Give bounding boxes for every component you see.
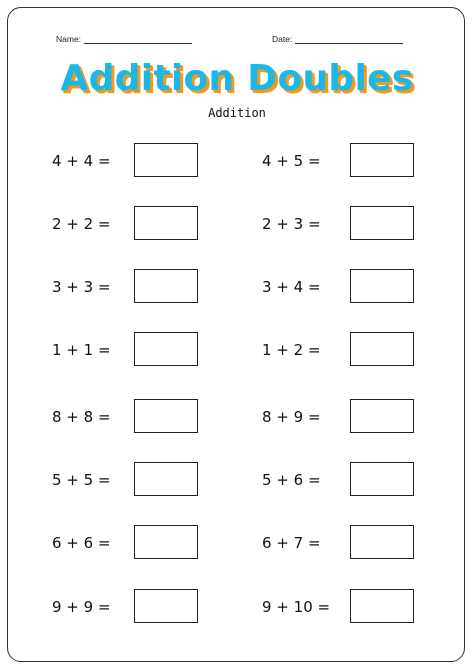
answer-box[interactable] <box>350 143 414 177</box>
date-field <box>272 30 403 44</box>
equation: 5 + 6 = <box>262 471 321 489</box>
problem-left-7 <box>52 525 202 561</box>
equation: 9 + 10 = <box>262 598 331 616</box>
answer-box[interactable] <box>134 525 198 559</box>
equation: 5 + 5 = <box>52 471 111 489</box>
problem-right-6 <box>262 462 422 498</box>
equation: 8 + 8 = <box>52 408 111 426</box>
equation: 6 + 6 = <box>52 534 111 552</box>
problem-right-4 <box>262 332 422 368</box>
problem-left-3 <box>52 269 202 305</box>
problem-right-1 <box>262 143 422 179</box>
answer-box[interactable] <box>134 462 198 496</box>
equation: 4 + 4 = <box>52 152 111 170</box>
answer-box[interactable] <box>350 525 414 559</box>
equation: 4 + 5 = <box>262 152 321 170</box>
problem-left-4 <box>52 332 202 368</box>
answer-box[interactable] <box>134 589 198 623</box>
worksheet-title: Addition Doubles <box>60 58 414 99</box>
name-input-line[interactable] <box>84 34 192 44</box>
equation: 3 + 4 = <box>262 278 321 296</box>
problem-left-1 <box>52 143 202 179</box>
problem-left-8 <box>52 589 202 625</box>
answer-box[interactable] <box>134 143 198 177</box>
equation: 8 + 9 = <box>262 408 321 426</box>
equation: 9 + 9 = <box>52 598 111 616</box>
answer-box[interactable] <box>134 206 198 240</box>
problem-right-7 <box>262 525 422 561</box>
problem-left-6 <box>52 462 202 498</box>
equation: 2 + 3 = <box>262 215 321 233</box>
answer-box[interactable] <box>134 399 198 433</box>
problem-left-2 <box>52 206 202 242</box>
equation: 1 + 1 = <box>52 341 111 359</box>
equation: 2 + 2 = <box>52 215 111 233</box>
equation: 3 + 3 = <box>52 278 111 296</box>
name-label: Name: <box>56 34 82 44</box>
equation: 6 + 7 = <box>262 534 321 552</box>
answer-box[interactable] <box>350 332 414 366</box>
answer-box[interactable] <box>350 206 414 240</box>
answer-box[interactable] <box>134 332 198 366</box>
problem-left-5 <box>52 399 202 435</box>
problem-right-8 <box>262 589 422 625</box>
answer-box[interactable] <box>350 399 414 433</box>
answer-box[interactable] <box>350 462 414 496</box>
problem-right-5 <box>262 399 422 435</box>
answer-box[interactable] <box>134 269 198 303</box>
date-input-line[interactable] <box>295 34 403 44</box>
name-field <box>56 30 192 44</box>
date-label: Date: <box>272 34 293 44</box>
answer-box[interactable] <box>350 589 414 623</box>
problem-right-2 <box>262 206 422 242</box>
problem-right-3 <box>262 269 422 305</box>
worksheet-subtitle: Addition <box>208 106 266 120</box>
equation: 1 + 2 = <box>262 341 321 359</box>
answer-box[interactable] <box>350 269 414 303</box>
